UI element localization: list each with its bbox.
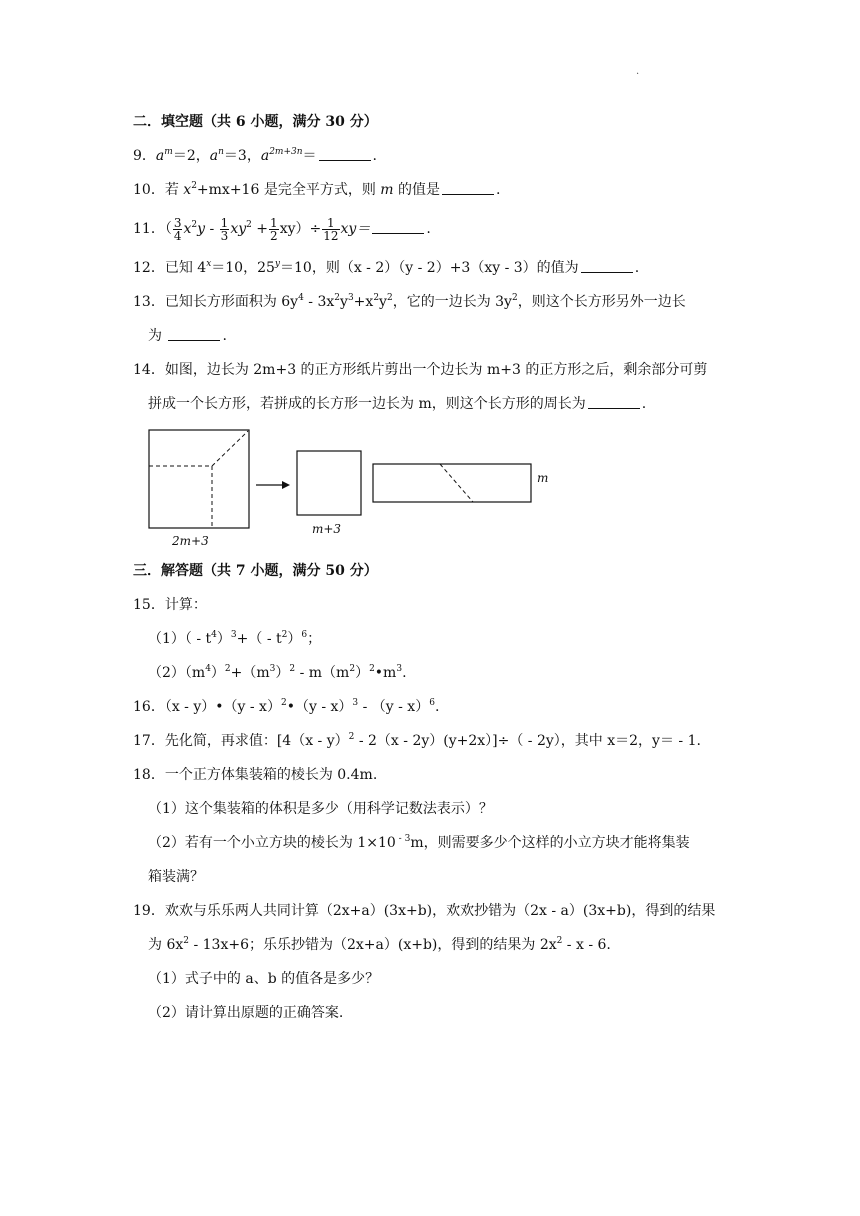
section-2-title: 二．填空题（共 6 小题，满分 30 分） [133,114,378,130]
q15-number: 15． [133,597,165,613]
q16-a: （x - y）•（y - x） [164,699,281,715]
answer-blank[interactable] [372,221,424,234]
fraction-denominator: 2 [270,228,278,243]
question-12 [133,258,639,278]
q16-exp: 6 [429,698,435,708]
q15-title: 计算： [164,597,207,613]
q16-d: . [434,699,440,715]
q18-exp: - 3 [395,834,411,844]
q10-post: 的值是 [393,182,441,198]
answer-blank[interactable] [581,260,633,273]
q15-exp: 2 [349,664,356,674]
question-19-part2: （2）请计算出原题的正确答案. [148,1005,344,1021]
q11-term1b: y [197,221,206,237]
q10-m: m [380,182,394,198]
q12-exp-y: y [274,259,280,269]
q12-number: 12． [133,260,165,276]
q19-exp: 2 [183,936,189,946]
question-19-part1: （1）式子中的 a、b 的值各是多少？ [148,971,380,987]
q11-number: 11． [133,221,165,237]
q13-text1: 已知长方形面积为 6y [164,294,299,310]
q11-term1: x [183,221,192,237]
q19-exp: 2 [556,936,563,946]
q15-exp: 4 [205,664,211,674]
q13-exp: 2 [511,293,518,303]
q9-exp-n: n [218,147,224,157]
section-3-title: 三．解答题（共 7 小题，满分 50 分） [133,563,378,579]
q15-p2d: ） [275,665,290,681]
q17-exp: 2 [348,732,355,742]
arrow-head-icon [282,481,290,489]
q10-pre: 若 [164,182,184,198]
question-18-part1: （1）这个集装箱的体积是多少（用科学记数法表示）？ [148,801,493,817]
question-18-part2 [148,833,690,853]
question-15-part1 [148,629,321,649]
question-11: 11．（ $\frac{3}{4}$ $x^2y$ - $\frac{1}{3}$ $xy^2$ + $\frac{1}{2}$ xy）÷ $\frac{1}{12}$ xy＝ . [133,215,431,243]
q15-exp: 3 [269,664,276,674]
q12-mid1: ＝10，25 [211,260,275,276]
q9-tail: ＝ [302,148,317,164]
q10-rest: +mx+16 是完全平方式，则 [196,182,381,198]
fraction-3-4 [173,217,183,242]
q11-minus: - [205,221,219,237]
q19-line1: 欢欢与乐乐两人共同计算（2x+a）(3x+b)，欢欢抄错为（2x - a）(3x+b)，得到的结果 [164,903,716,919]
q11-end: . [426,221,431,237]
question-13 [133,292,686,312]
fraction-numerator: 1 [270,215,278,230]
q15-p2i: . [402,665,407,681]
q9-a3: a [260,148,270,164]
square-cut-figure [140,420,570,555]
q13-m5: ，它的一边长为 3y [392,294,512,310]
answer-blank[interactable] [588,396,640,409]
q12-mid2: ＝10，则（x - 2）（y - 2）+3（xy - 3）的值为 [280,260,579,276]
q15-p1d: ） [287,631,302,647]
q15-exp: 3 [230,630,237,640]
assembled-rectangle [373,464,531,502]
fraction-denominator: 4 [173,228,182,243]
q15-exp: 2 [281,630,288,640]
question-19-line2 [148,935,611,955]
answer-blank[interactable] [319,148,371,161]
q10-number: 10． [133,182,165,198]
q13-line2: 为 [148,328,167,344]
question-14 [133,360,707,380]
question-17 [133,731,701,751]
q15-p2c: +（m [230,665,270,681]
fraction-numerator: 1 [220,215,229,230]
q15-exp: 3 [396,664,403,674]
q17-b: - 2（x - 2y）(y+2x）]÷（ - 2y），其中 x＝2，y＝ - 1. [354,733,701,749]
q14-number: 14． [133,362,165,378]
q9-a: a [155,148,165,164]
q16-exp: 2 [280,698,287,708]
q15-p2g: ） [355,665,370,681]
small-square [297,451,361,515]
q17-a: 先化简，再求值：[4（x - y） [164,733,349,749]
answer-blank[interactable] [442,182,494,195]
label-m: m [537,471,549,485]
q19-l2c: - x - 6. [562,937,611,953]
q14-line2: 拼成一个长方形，若拼成的长方形一边长为 m，则这个长方形的周长为 [148,396,586,412]
q15-p1c: +（ - t [236,631,282,647]
q10-end: . [496,182,501,198]
q9-eq2: ＝2， [172,148,210,164]
q17-number: 17． [133,733,165,749]
q10-x: x [183,182,192,198]
q15-p2f: - m（m [295,665,350,681]
q14-line1: 如图，边长为 2m+3 的正方形纸片剪出一个边长为 m+3 的正方形之后，剩余部分可剪 [164,362,708,378]
fraction-numerator: 1 [322,217,339,230]
q11-plus: + [251,221,269,237]
fraction-1-12 [322,217,339,242]
q9-a2: a [209,148,219,164]
question-19 [133,901,715,921]
q13-exp: 2 [386,293,393,303]
q19-l2b: - 13x+6；乐乐抄错为（2x+a）(x+b)，得到的结果为 2x [189,937,557,953]
question-15 [133,595,207,615]
q12-pre: 已知 4 [164,260,207,276]
label-m-plus-3: m+3 [312,522,342,536]
q12-end: . [634,260,640,276]
question-18 [133,765,377,785]
fraction-1-3 [220,217,230,242]
q18-line1: 一个正方体集装箱的棱长为 0.4m. [164,767,378,783]
header-dot: . [636,66,640,77]
question-10: 10．若 $x^2+mx+16$ 是完全平方式，则 m 的值是 . [133,181,501,198]
dashed-diagonal-line [440,464,473,502]
q12-exp-x: x [206,259,212,269]
q18-p2a: （2）若有一个小立方块的棱长为 1×10 [148,835,396,851]
q13-m3: +x [353,294,374,310]
q15-p2h: •m [374,665,397,681]
q15-p2: （2）（m [148,665,206,681]
q11-term2: xy [230,221,247,237]
q9-exp-m: m [164,147,173,157]
q16-b: •（y - x） [286,699,353,715]
q16-exp: 3 [352,698,359,708]
q15-exp: 6 [301,630,308,640]
q13-m4: y [379,294,387,310]
answer-blank[interactable] [168,328,220,341]
q15-p2b: ） [210,665,225,681]
label-2m-plus-3: 2m+3 [172,534,209,548]
q15-p1b: ） [216,631,231,647]
q19-l2a: 为 6x [148,937,184,953]
q13-m1: - 3x [303,294,335,310]
q16-c: - （y - x） [358,699,430,715]
q11-term4: xy＝ [340,221,371,237]
q9-end: . [372,148,377,164]
q15-p1: （1）（ - t [148,631,212,647]
q13-m6: ，则这个长方形另外一边长 [517,294,686,310]
question-14-line2 [148,394,646,414]
question-16 [133,697,439,717]
question-18-part2-cont: 箱装满？ [148,869,204,885]
q11-close: ）÷ [295,221,322,237]
q15-p1f: ； [307,631,322,647]
q9-exp: 2m+3n [269,147,303,157]
q19-number: 19． [133,903,165,919]
fraction-numerator: 3 [173,215,182,230]
fraction-denominator: 3 [220,228,229,243]
question-15-part2 [148,663,407,683]
q13-number: 13． [133,294,165,310]
q13-m2: y [340,294,348,310]
q13-exp: 2 [373,293,380,303]
q9-number: 9． [133,148,156,164]
q15-exp: 2 [289,664,296,674]
q11-open: （ [164,221,172,237]
q16-number: 16． [133,699,165,715]
fraction-1-2 [269,217,279,242]
q13-exp: 2 [334,293,341,303]
q18-p2b: m，则需要多少个这样的小立方块才能将集装 [410,835,690,851]
q11-term3: xy [279,221,296,237]
q15-exp: 2 [369,664,375,674]
q13-end: . [222,328,227,344]
question-9 [133,146,377,166]
q15-exp: 2 [224,664,231,674]
q14-end: . [641,396,647,412]
q13-exp: 4 [298,293,304,303]
q18-number: 18． [133,767,165,783]
q9-eq3: ＝3， [223,148,261,164]
q15-exp: 4 [211,630,217,640]
question-13-line2 [148,326,227,346]
q13-exp: 3 [347,293,354,303]
dashed-diagonal-line [212,431,248,466]
fraction-denominator: 12 [323,228,339,243]
